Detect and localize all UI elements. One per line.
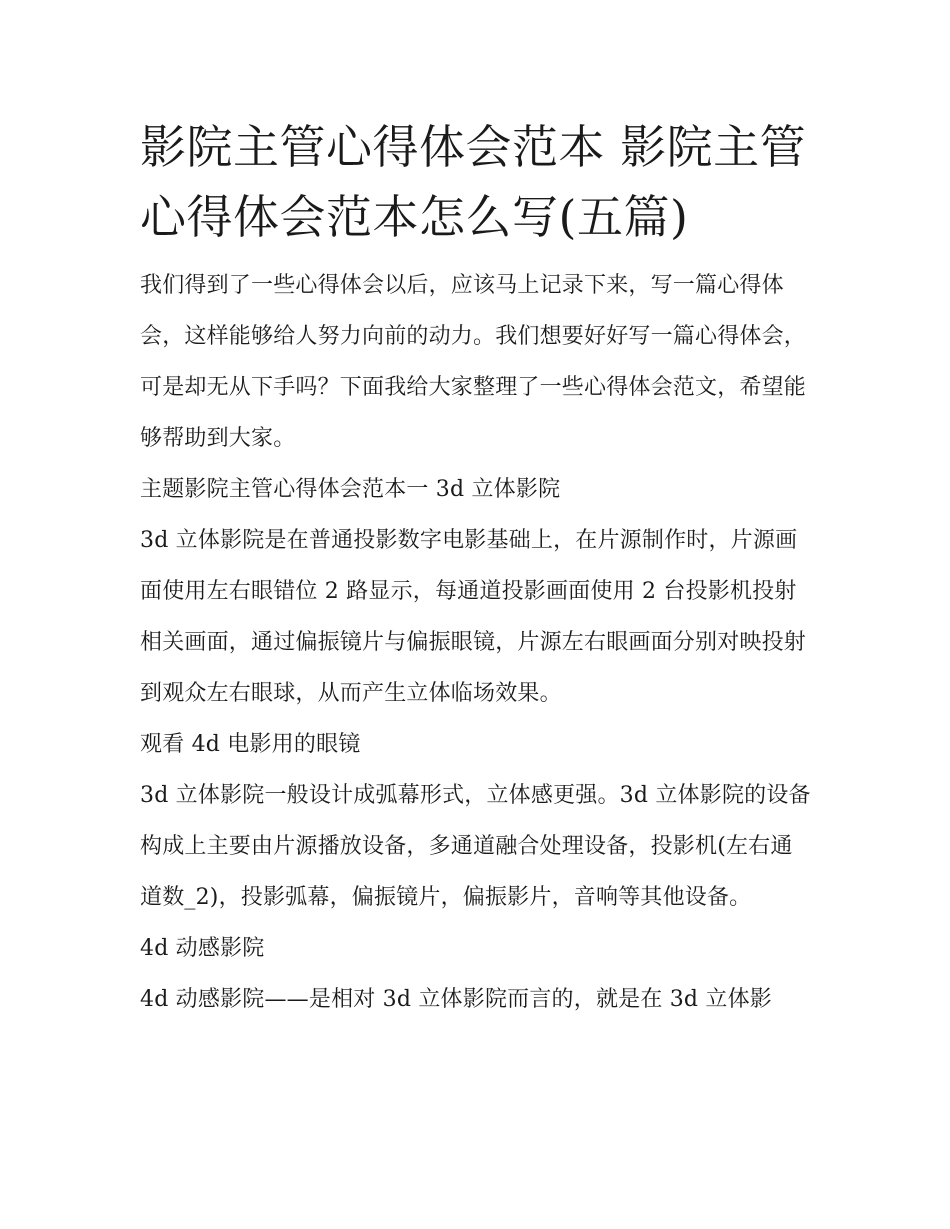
- paragraph-heading-3d: 主题影院主管心得体会范本一 3d 立体影院: [140, 477, 561, 502]
- paragraph-heading-4d: 4d 动感影院: [140, 936, 265, 961]
- document-body: [140, 112, 812, 1025]
- paragraph-intro: 我们得到了一些心得体会以后，应该马上记录下来，写一篇心得体会，这样能够给人努力向前的动力。我们想要好好写一篇心得体会，可是却无从下手吗？下面我给大家整理了一些心得体会范文，希望能够帮助到大家。: [140, 273, 807, 451]
- paragraph-4d-description: 4d 动感影院——是相对 3d 立体影院而言的，就是在 3d 立体影: [140, 987, 773, 1012]
- document-title: 影院主管心得体会范本 影院主管心得体会范本怎么写(五篇): [140, 120, 807, 244]
- paragraph-3d-equipment: 3d 立体影院一般设计成弧幕形式，立体感更强。3d 立体影院的设备构成上主要由片源播放设备，多通道融合处理设备，投影机(左右通道数_2)，投影弧幕，偏振镜片，偏振影片，音响等其他设备。: [140, 783, 811, 910]
- paragraph-3d-description: 3d 立体影院是在普通投影数字电影基础上，在片源制作时，片源画面使用左右眼错位 2 路显示，每通道投影画面使用 2 台投影机投射相关画面，通过偏振镜片与偏振眼镜，片源左右眼画面分别对映投射到观众左右眼球，从而产生立体临场效果。: [140, 528, 807, 706]
- paragraph-glasses: 观看 4d 电影用的眼镜: [140, 732, 361, 757]
